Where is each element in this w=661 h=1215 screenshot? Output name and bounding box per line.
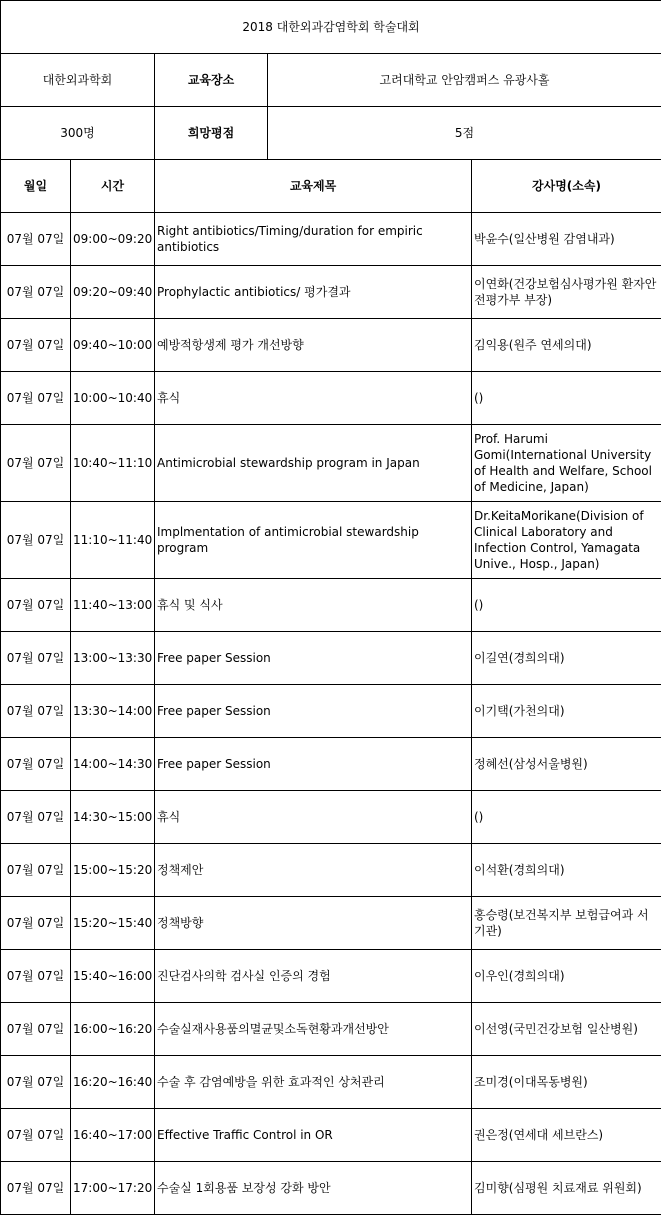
title-row (1, 1, 661, 54)
date-cell: 07월 07일 (1, 425, 71, 502)
score-value: 5점 (268, 107, 661, 160)
topic-cell: Right antibiotics/Timing/duration for empiric antibiotics (155, 213, 472, 266)
time-cell: 13:30~14:00 (71, 685, 155, 738)
time-cell: 11:10~11:40 (71, 502, 155, 579)
speaker-cell: 정혜선(삼성서울병원) (472, 738, 661, 791)
topic-cell: Prophylactic antibiotics/ 평가결과 (155, 266, 472, 319)
speaker-cell: 홍승령(보건복지부 보험급여과 서기관) (472, 897, 661, 950)
schedule-row (1, 213, 661, 266)
header-row (1, 160, 661, 213)
date-cell: 07월 07일 (1, 1003, 71, 1056)
header-time: 시간 (71, 160, 155, 213)
speaker-cell: 이기택(가천의대) (472, 685, 661, 738)
date-cell: 07월 07일 (1, 266, 71, 319)
schedule-row (1, 502, 661, 579)
speaker-cell: 이우인(경희의대) (472, 950, 661, 1003)
schedule-row (1, 425, 661, 502)
topic-cell: Free paper Session (155, 632, 472, 685)
time-cell: 10:40~11:10 (71, 425, 155, 502)
schedule-row (1, 950, 661, 1003)
header-topic: 교육제목 (155, 160, 472, 213)
venue-row (1, 54, 661, 107)
speaker-cell: Prof. Harumi Gomi(International University of Health and Welfare, School of Medicine, Japan) (472, 425, 661, 502)
speaker-cell: 이길연(경희의대) (472, 632, 661, 685)
date-cell: 07월 07일 (1, 502, 71, 579)
schedule-row (1, 1162, 661, 1215)
date-cell: 07월 07일 (1, 1162, 71, 1215)
header-speaker: 강사명(소속) (472, 160, 661, 213)
schedule-row (1, 1109, 661, 1162)
speaker-cell: 김익용(원주 연세의대) (472, 319, 661, 372)
date-cell: 07월 07일 (1, 1109, 71, 1162)
speaker-cell: Dr.KeitaMorikane(Division of Clinical Laboratory and Infection Control, Yamagata Unive., Hosp., Japan) (472, 502, 661, 579)
date-cell: 07월 07일 (1, 844, 71, 897)
score-label: 희망평점 (155, 107, 268, 160)
speaker-cell: () (472, 579, 661, 632)
date-cell: 07월 07일 (1, 950, 71, 1003)
speaker-cell: 이연화(건강보험심사평가원 환자안전평가부 부장) (472, 266, 661, 319)
date-cell: 07월 07일 (1, 791, 71, 844)
time-cell: 15:20~15:40 (71, 897, 155, 950)
schedule-row (1, 319, 661, 372)
time-cell: 14:00~14:30 (71, 738, 155, 791)
speaker-cell: () (472, 791, 661, 844)
schedule-row (1, 685, 661, 738)
organizer-cell: 대한외과학회 (1, 54, 155, 107)
schedule-row (1, 844, 661, 897)
topic-cell: 진단검사의학 검사실 인증의 경험 (155, 950, 472, 1003)
topic-cell: 휴식 및 식사 (155, 579, 472, 632)
topic-cell: Implmentation of antimicrobial stewardship program (155, 502, 472, 579)
speaker-cell: 김미향(심평원 치료재료 위원회) (472, 1162, 661, 1215)
speaker-cell: 조미경(이대목동병원) (472, 1056, 661, 1109)
speaker-cell: 박윤수(일산병원 감염내과) (472, 213, 661, 266)
time-cell: 15:00~15:20 (71, 844, 155, 897)
schedule-row (1, 738, 661, 791)
speaker-cell: 권은정(연세대 세브란스) (472, 1109, 661, 1162)
schedule-row (1, 372, 661, 425)
document-title: 2018 대한외과감염학회 학술대회 (1, 1, 661, 54)
schedule-row (1, 1056, 661, 1109)
topic-cell: 휴식 (155, 791, 472, 844)
venue-label: 교육장소 (155, 54, 268, 107)
time-cell: 16:40~17:00 (71, 1109, 155, 1162)
score-row (1, 107, 661, 160)
topic-cell: Antimicrobial stewardship program in Japan (155, 425, 472, 502)
topic-cell: Free paper Session (155, 738, 472, 791)
date-cell: 07월 07일 (1, 372, 71, 425)
time-cell: 16:00~16:20 (71, 1003, 155, 1056)
date-cell: 07월 07일 (1, 1056, 71, 1109)
topic-cell: 휴식 (155, 372, 472, 425)
topic-cell: 예방적항생제 평가 개선방향 (155, 319, 472, 372)
time-cell: 09:00~09:20 (71, 213, 155, 266)
time-cell: 14:30~15:00 (71, 791, 155, 844)
capacity-cell: 300명 (1, 107, 155, 160)
schedule-row (1, 632, 661, 685)
time-cell: 17:00~17:20 (71, 1162, 155, 1215)
topic-cell: 정책방향 (155, 897, 472, 950)
time-cell: 09:40~10:00 (71, 319, 155, 372)
date-cell: 07월 07일 (1, 319, 71, 372)
date-cell: 07월 07일 (1, 213, 71, 266)
schedule-row (1, 897, 661, 950)
venue-value: 고려대학교 안암캠퍼스 유광사홀 (268, 54, 661, 107)
speaker-cell: () (472, 372, 661, 425)
topic-cell: 수술실재사용품의멸균및소독현황과개선방안 (155, 1003, 472, 1056)
topic-cell: Effective Traffic Control in OR (155, 1109, 472, 1162)
time-cell: 16:20~16:40 (71, 1056, 155, 1109)
speaker-cell: 이석환(경희의대) (472, 844, 661, 897)
topic-cell: Free paper Session (155, 685, 472, 738)
speaker-cell: 이선영(국민건강보험 일산병원) (472, 1003, 661, 1056)
date-cell: 07월 07일 (1, 632, 71, 685)
schedule-row (1, 1003, 661, 1056)
time-cell: 13:00~13:30 (71, 632, 155, 685)
date-cell: 07월 07일 (1, 579, 71, 632)
date-cell: 07월 07일 (1, 738, 71, 791)
time-cell: 10:00~10:40 (71, 372, 155, 425)
schedule-row (1, 266, 661, 319)
schedule-row (1, 791, 661, 844)
time-cell: 15:40~16:00 (71, 950, 155, 1003)
schedule-row (1, 579, 661, 632)
topic-cell: 수술실 1회용품 보장성 강화 방안 (155, 1162, 472, 1215)
header-date: 월일 (1, 160, 71, 213)
time-cell: 11:40~13:00 (71, 579, 155, 632)
time-cell: 09:20~09:40 (71, 266, 155, 319)
topic-cell: 정책제안 (155, 844, 472, 897)
topic-cell: 수술 후 감염예방을 위한 효과적인 상처관리 (155, 1056, 472, 1109)
date-cell: 07월 07일 (1, 685, 71, 738)
date-cell: 07월 07일 (1, 897, 71, 950)
